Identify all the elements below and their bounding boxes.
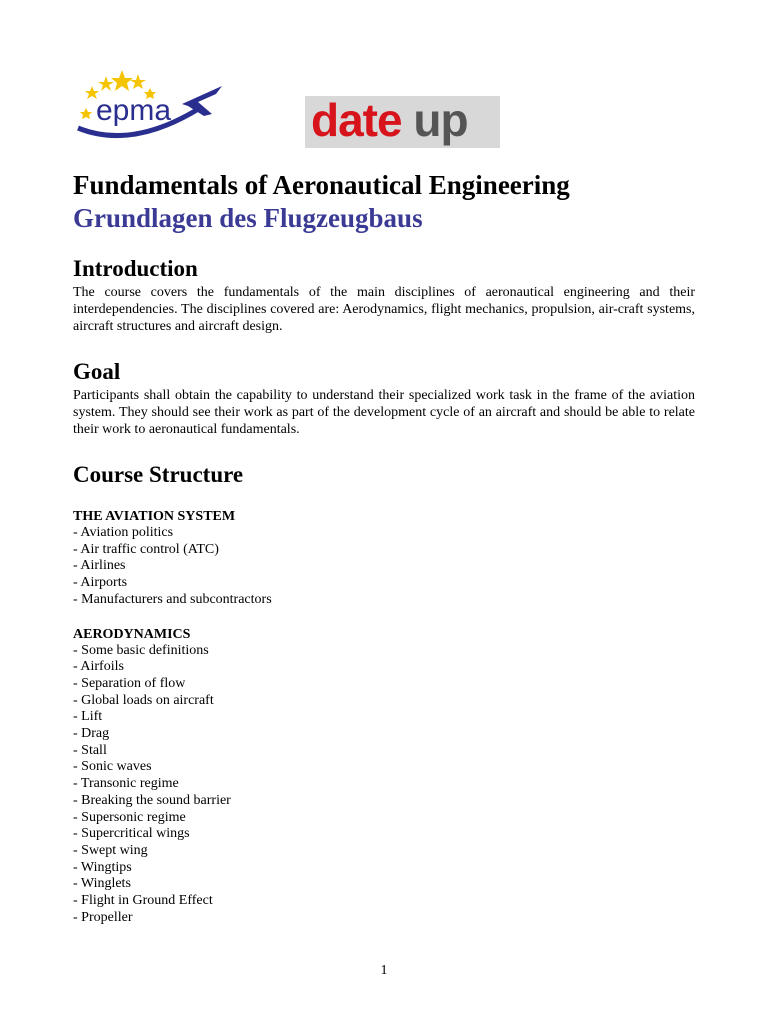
list-item: - Wingtips: [73, 859, 132, 875]
dateup-logo: [305, 96, 500, 148]
list-item: - Some basic definitions: [73, 642, 209, 658]
page-subtitle: Grundlagen des Flugzeugbaus: [73, 203, 423, 233]
header-logos: [0, 0, 768, 170]
list-item: - Winglets: [73, 876, 131, 892]
airplane-icon: [182, 86, 222, 116]
goal-text: Participants shall obtain the capability to understand their specialized work task in the frame of the aviation system. They should see their work as part of the development cycle of an aircraft and should be able to relate their work to aeronautical fundamentals.: [73, 388, 695, 437]
group-title: THE AVIATION SYSTEM: [73, 509, 236, 524]
epma-logo-text: epma: [96, 94, 172, 127]
list-item: - Sonic waves: [73, 759, 152, 775]
list-item: - Breaking the sound barrier: [73, 792, 231, 808]
page-number: 1: [380, 963, 388, 978]
list-item: - Manufacturers and subcontractors: [73, 591, 272, 607]
list-item: - Stall: [73, 742, 107, 758]
group-title: AERODYNAMICS: [73, 626, 191, 642]
list-item: - Transonic regime: [73, 776, 179, 792]
list-item: - Propeller: [73, 909, 133, 925]
list-item: - Separation of flow: [73, 675, 186, 691]
list-item: - Lift: [73, 709, 103, 725]
goal-heading: Goal: [73, 359, 121, 384]
course-structure-section: [73, 462, 695, 926]
document-content: [73, 170, 695, 926]
list-item: - Supersonic regime: [73, 809, 186, 825]
page-title: Fundamentals of Aeronautical Engineering: [73, 170, 570, 200]
star-icon: [111, 70, 133, 91]
list-item: - Supercritical wings: [73, 826, 190, 842]
goal-section: [73, 359, 695, 438]
list-item: - Global loads on aircraft: [73, 692, 214, 708]
list-item: - Airfoils: [73, 659, 124, 675]
list-item: - Air traffic control (ATC): [73, 541, 219, 557]
list-item: - Airports: [73, 575, 128, 591]
introduction-section: [73, 256, 695, 335]
introduction-heading: Introduction: [73, 256, 198, 281]
aerodynamics-list: [73, 643, 695, 927]
list-item: - Drag: [73, 726, 110, 742]
dateup-logo-text-date: date: [311, 94, 402, 146]
star-icon: [130, 74, 146, 89]
course-structure-heading: Course Structure: [73, 462, 244, 487]
introduction-text: The course covers the fundamentals of the main disciplines of aeronautical engineering and their interdependencies. The disciplines covered are: Aerodynamics, flight mechanics, propulsion, air-craft systems, aircraft structures and aircraft design.: [73, 285, 695, 334]
epma-logo: [72, 68, 222, 163]
star-icon: [80, 108, 92, 119]
list-item: - Airlines: [73, 558, 126, 574]
list-item: - Flight in Ground Effect: [73, 893, 213, 909]
aviation-system-list: [73, 525, 695, 609]
dateup-logo-text-up: up: [413, 94, 468, 146]
list-item: - Aviation politics: [73, 525, 174, 540]
list-item: - Swept wing: [73, 842, 148, 858]
